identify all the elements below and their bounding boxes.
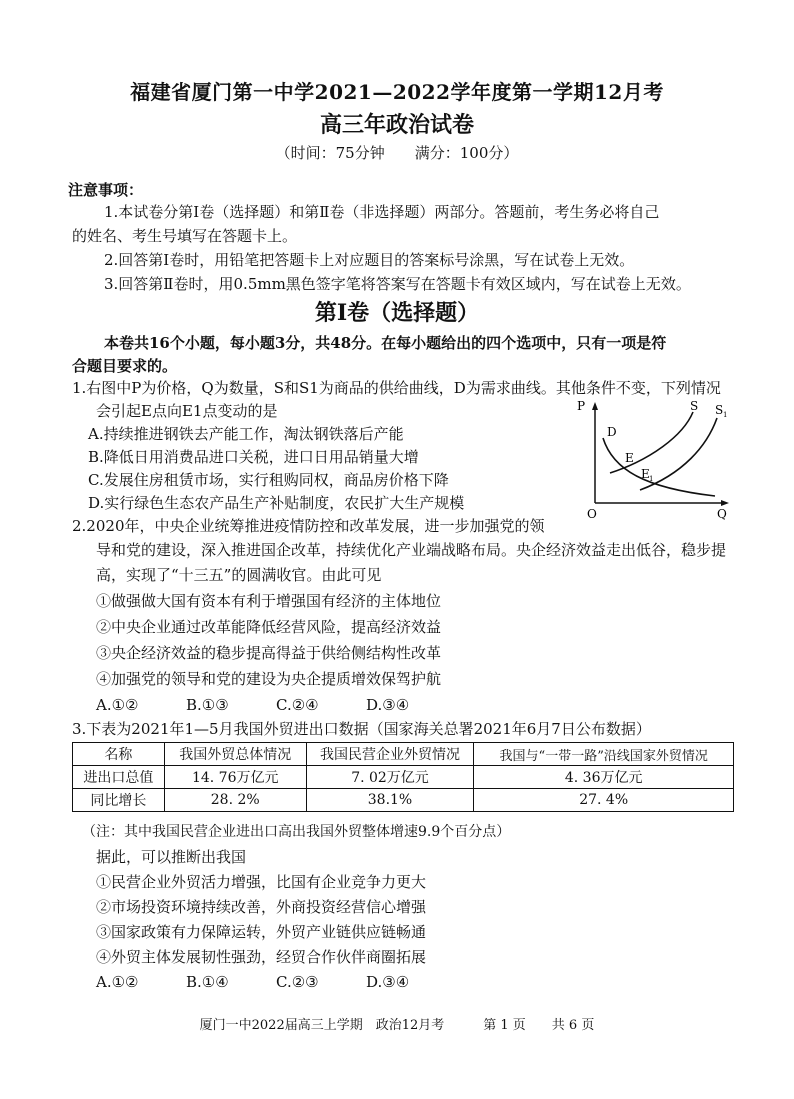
supply-curve-s (610, 412, 693, 473)
table-row (73, 789, 734, 812)
table-cell: 38.1% (306, 789, 474, 812)
section-title: 第Ⅰ卷（选择题） (314, 300, 480, 326)
section-intro: 合题目要求的。 (72, 357, 178, 375)
question-2-statement: ③央企经济效益的稳步提高得益于供给侧结构性改革 (96, 644, 442, 662)
question-3-statement: ③国家政策有力保障运转，外贸产业链供应链畅通 (96, 923, 427, 941)
graph-label-e1: E (641, 467, 650, 481)
question-3-option-d: D.③④ (366, 973, 410, 991)
question-2-option-d: D.③④ (366, 696, 410, 714)
exam-subject-title: 高三年政治试卷 (319, 112, 474, 138)
graph-label-p: P (577, 399, 586, 413)
question-1-option-b: B.降低日用消费品进口关税，进口日用品销量大增 (88, 448, 419, 466)
notice-line: 1.本试卷分第Ⅰ卷（选择题）和第Ⅱ卷（非选择题）两部分。答题前，考生务必将自己 (104, 203, 660, 221)
table-cell: 同比增长 (73, 789, 165, 812)
graph-label-e: E (625, 451, 634, 465)
table-header-cell: 我国外贸总体情况 (164, 743, 306, 766)
table-cell: 4. 36万亿元 (474, 766, 734, 789)
graph-label-e1-sub: 1 (649, 475, 654, 483)
question-3-stem: 3.下表为2021年1—5月我国外贸进出口数据（国家海关总署2021年6月7日公布数据） (72, 720, 651, 738)
question-3-note: （注：其中我国民营企业进出口高出我国外贸整体增速9.9个百分点） (82, 824, 511, 840)
table-cell: 7. 02万亿元 (306, 766, 474, 789)
table-header-row (73, 743, 734, 766)
question-2-stem: 导和党的建设，深入推进国企改革，持续优化产业端战略布局。央企经济效益走出低谷，稳步提 (96, 541, 727, 559)
question-3-option-a: A.①② (96, 973, 139, 991)
section-intro: 本卷共16个小题，每小题3分，共48分。在每小题给出的四个选项中，只有一项是符 (104, 334, 667, 352)
question-2-option-c: C.②④ (276, 696, 319, 714)
question-3-statement: ①民营企业外贸活力增强，比国有企业竞争力更大 (96, 873, 427, 891)
page-footer: 厦门一中2022届高三上学期 政治12月考 第 1 页 共 6 页 (199, 1018, 595, 1033)
question-3-option-b: B.①④ (186, 973, 229, 991)
notice-heading: 注意事项： (68, 181, 144, 199)
question-1-option-d: D.实行绿色生态农产品生产补贴制度，农民扩大生产规模 (88, 494, 465, 512)
trade-data-table (72, 742, 734, 812)
question-1-option-c: C.发展住房租赁市场，实行租购同权，商品房价格下降 (88, 471, 449, 489)
table-row (73, 766, 734, 789)
question-3-statement: ②市场投资环境持续改善，外商投资经营信心增强 (96, 898, 427, 916)
exam-time-score: （时间：75分钟 满分：100分） (275, 144, 519, 162)
notice-line: 的姓名、考生号填写在答题卡上。 (72, 227, 298, 245)
question-2-stem: 2.2020年，中央企业统筹推进疫情防控和改革发展，进一步加强党的领 (72, 517, 545, 535)
question-3-lead: 据此，可以推断出我国 (96, 848, 247, 866)
table-cell: 14. 76万亿元 (164, 766, 306, 789)
question-3-statement: ④外贸主体发展韧性强劲，经贸合作伙伴商圈拓展 (96, 948, 427, 966)
graph-label-s: S (690, 399, 699, 413)
question-2-statement: ④加强党的领导和党的建设为央企提质增效保驾护航 (96, 670, 442, 688)
table-cell: 进出口总值 (73, 766, 165, 789)
question-2-statement: ②中央企业通过改革能降低经营风险，提高经济效益 (96, 618, 442, 636)
question-2-option-b: B.①③ (186, 696, 229, 714)
quantity-axis-arrow (721, 500, 729, 506)
price-axis-arrow (592, 402, 598, 410)
demand-curve (603, 438, 715, 496)
question-1-stem: 会引起E点向E1点变动的是 (96, 402, 278, 420)
question-2-statement: ①做强做大国有资本有利于增强国有经济的主体地位 (96, 592, 442, 610)
table-header-cell: 我国与“一带一路”沿线国家外贸情况 (474, 743, 734, 766)
notice-line: 2.回答第Ⅰ卷时，用铅笔把答题卡上对应题目的答案标号涂黑，写在试卷上无效。 (104, 251, 635, 269)
graph-label-s1: S (715, 403, 724, 417)
table-header-cell: 我国民营企业外贸情况 (306, 743, 474, 766)
notice-line: 3.回答第Ⅱ卷时，用0.5mm黑色签字笔将答案写在答题卡有效区域内，写在试卷上无效。 (104, 275, 691, 293)
question-2-option-a: A.①② (96, 696, 139, 714)
question-1-stem: 1.右图中P为价格，Q为数量，S和S1为商品的供给曲线，D为需求曲线。其他条件不变，下列情况 (72, 379, 721, 397)
graph-label-q: Q (717, 507, 727, 520)
graph-label-o: O (587, 507, 597, 520)
exam-title: 福建省厦门第一中学2021—2022学年度第一学期12月考 (130, 80, 664, 104)
graph-label-d: D (607, 425, 617, 439)
table-header-cell: 名称 (73, 743, 165, 766)
graph-label-s1-sub: 1 (723, 411, 728, 419)
table-cell: 28. 2% (164, 789, 306, 812)
supply-demand-graph (565, 398, 735, 520)
question-3-option-c: C.②③ (276, 973, 319, 991)
question-1-option-a: A.持续推进钢铁去产能工作，淘汰钢铁落后产能 (88, 425, 404, 443)
question-2-stem: 高，实现了“十三五”的圆满收官。由此可见 (96, 566, 382, 584)
table-cell: 27. 4% (474, 789, 734, 812)
